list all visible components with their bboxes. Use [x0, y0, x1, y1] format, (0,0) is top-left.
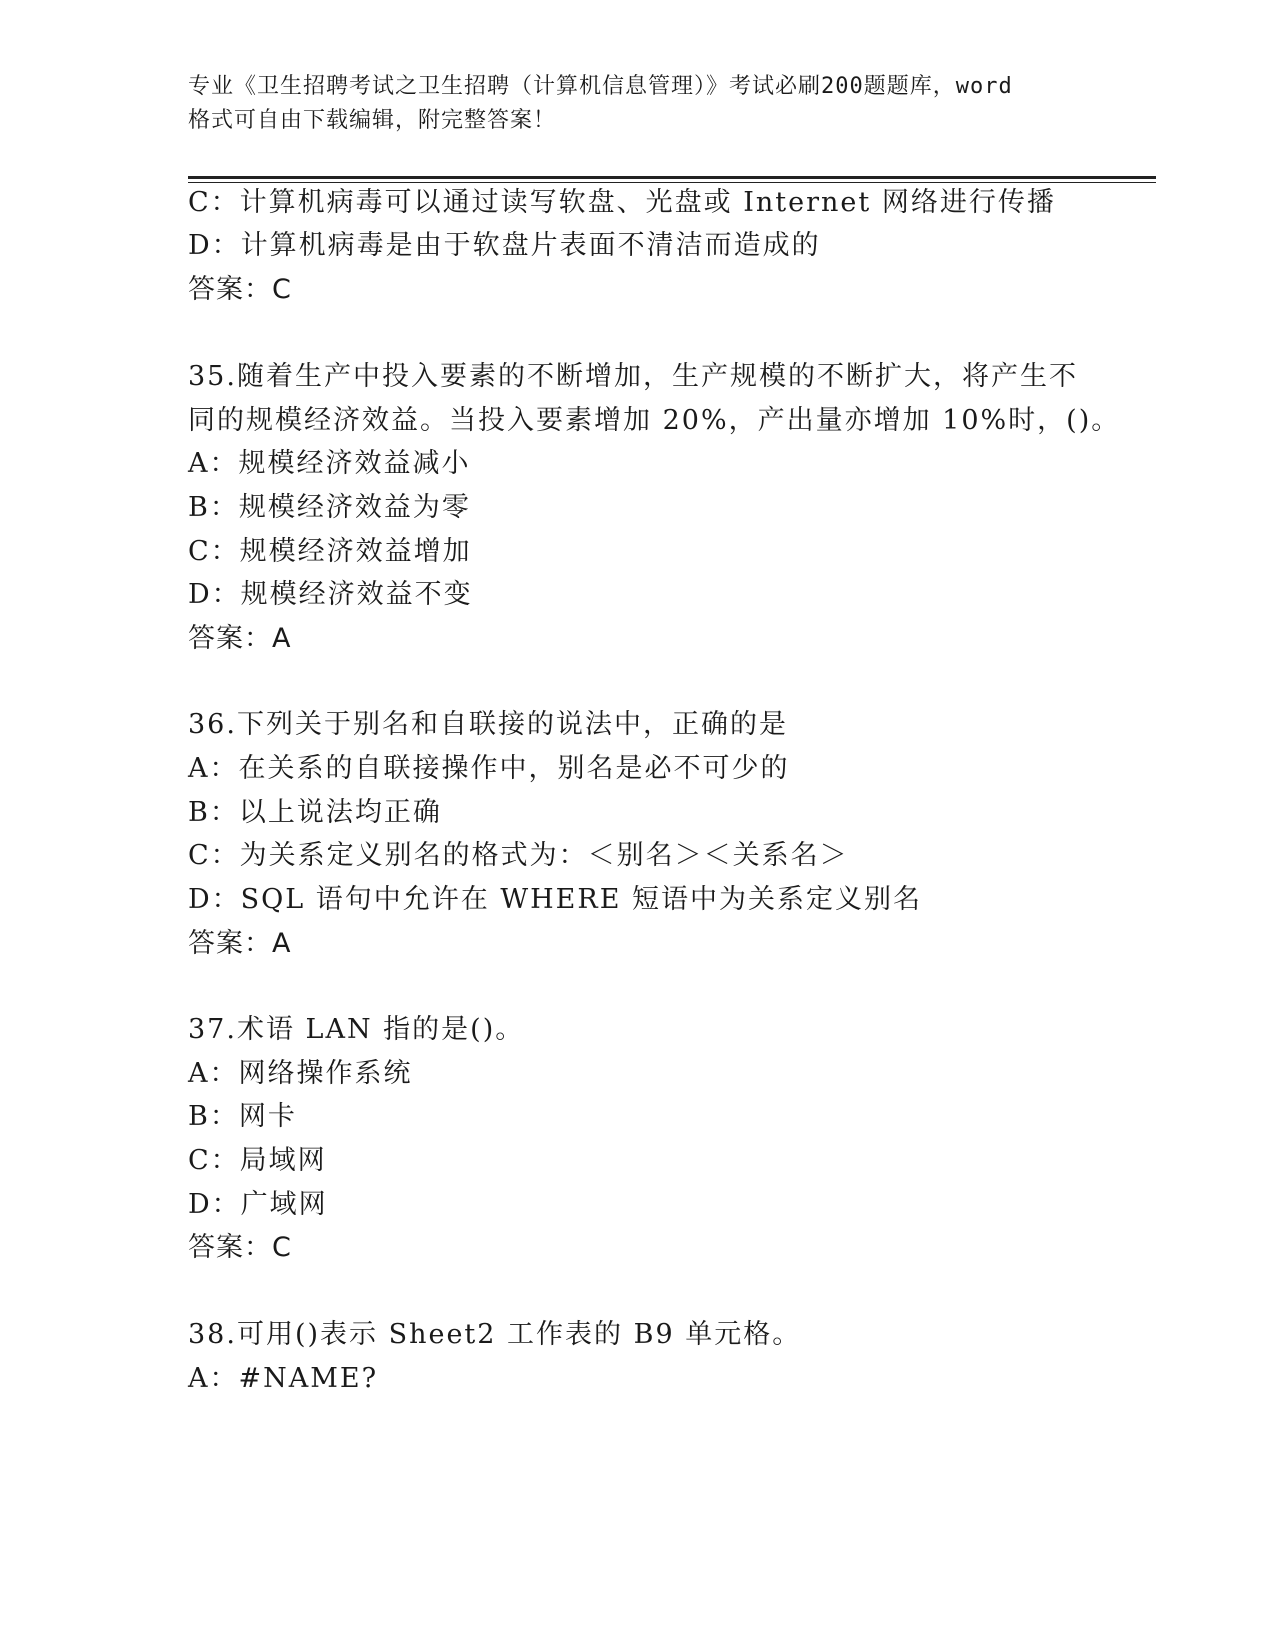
header-divider-thin [188, 182, 1156, 183]
q36-option-c: C：为关系定义别名的格式为：＜别名＞＜关系名＞ [188, 840, 849, 871]
q35-stem-line-1: 35.随着生产中投入要素的不断增加，生产规模的不断扩大，将产生不 [188, 361, 1078, 392]
q34-option-d: D：计算机病毒是由于软盘片表面不清洁而造成的 [188, 230, 821, 261]
header-title-line-1: 专业《卫生招聘考试之卫生招聘（计算机信息管理）》考试必刷200题题库，word [188, 74, 1013, 99]
q37-option-b: B：网卡 [188, 1101, 297, 1132]
q37-stem: 37.术语 LAN 指的是()。 [188, 1014, 525, 1045]
q35-answer: 答案：A [188, 623, 292, 654]
header-divider-thick [188, 176, 1156, 179]
q34-answer: 答案：C [188, 274, 292, 305]
q35-option-d: D：规模经济效益不变 [188, 579, 473, 610]
q34-option-c: C：计算机病毒可以通过读写软盘、光盘或 Internet 网络进行传播 [188, 187, 1056, 218]
header-title-line-2: 格式可自由下载编辑，附完整答案！ [188, 108, 557, 133]
q36-option-b: B：以上说法均正确 [188, 797, 442, 828]
q36-answer: 答案：A [188, 928, 292, 959]
q35-option-c: C：规模经济效益增加 [188, 536, 472, 567]
q38-stem: 38.可用()表示 Sheet2 工作表的 B9 单元格。 [188, 1319, 802, 1350]
q36-option-a: A：在关系的自联接操作中，别名是必不可少的 [188, 753, 790, 784]
q37-option-c: C：局域网 [188, 1145, 327, 1176]
q35-option-b: B：规模经济效益为零 [188, 492, 471, 523]
q37-option-a: A：网络操作系统 [188, 1058, 413, 1089]
q36-stem: 36.下列关于别名和自联接的说法中，正确的是 [188, 709, 788, 740]
q38-option-a: A：#NAME? [188, 1363, 379, 1394]
q35-stem-line-2: 同的规模经济效益。当投入要素增加 20%，产出量亦增加 10%时，()。 [188, 405, 1121, 436]
document-header [188, 70, 1088, 138]
q36-option-d: D：SQL 语句中允许在 WHERE 短语中为关系定义别名 [188, 884, 923, 915]
q37-option-d: D：广域网 [188, 1189, 328, 1220]
q35-option-a: A：规模经济效益减小 [188, 448, 471, 479]
q37-answer: 答案：C [188, 1232, 292, 1263]
